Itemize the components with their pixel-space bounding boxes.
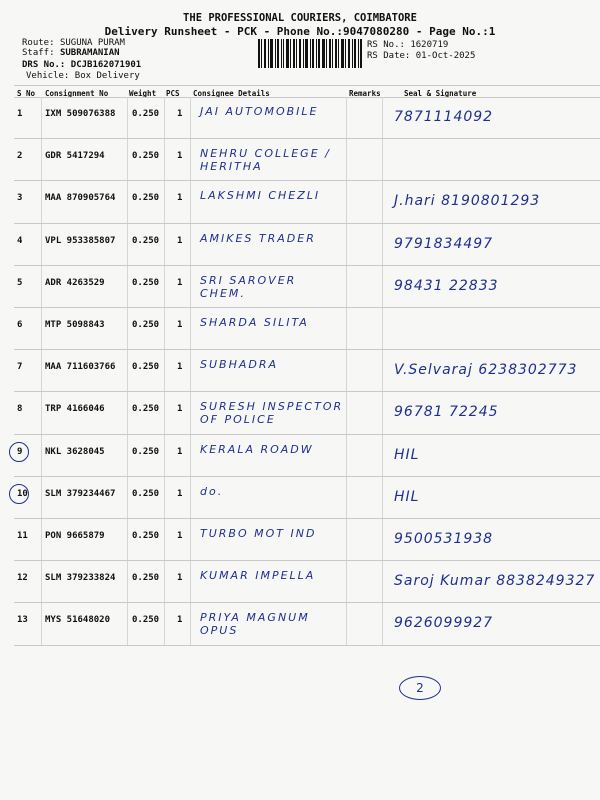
row-weight: 0.250 bbox=[132, 573, 160, 584]
column-divider bbox=[346, 603, 347, 645]
handwritten-signature: HIL bbox=[394, 488, 420, 505]
table-row bbox=[14, 603, 600, 645]
column-divider bbox=[164, 139, 165, 181]
handwritten-consignee: SUBHADRA bbox=[200, 358, 279, 372]
handwritten-consignee: JAI AUTOMOBILE bbox=[200, 105, 319, 118]
column-divider bbox=[382, 97, 383, 139]
column-divider bbox=[190, 519, 191, 561]
handwritten-consignee: KUMAR IMPELLA bbox=[200, 569, 316, 583]
circled-mark bbox=[9, 442, 29, 462]
column-divider bbox=[382, 266, 383, 308]
column-divider bbox=[382, 519, 383, 561]
column-divider bbox=[382, 392, 383, 434]
column-divider bbox=[346, 477, 347, 519]
route-label: Route: bbox=[22, 38, 55, 48]
handwritten-signature: 9500531938 bbox=[394, 531, 494, 547]
column-divider bbox=[346, 435, 347, 477]
handwritten-consignee: SHARDA SILITA bbox=[200, 316, 309, 329]
column-divider bbox=[41, 477, 42, 519]
column-divider bbox=[41, 350, 42, 392]
row-sno: 4 bbox=[17, 235, 23, 246]
column-divider bbox=[127, 97, 128, 139]
row-sno: 2 bbox=[17, 151, 23, 162]
handwritten-signature: 9626099927 bbox=[394, 615, 494, 632]
row-sno: 5 bbox=[17, 277, 23, 288]
column-divider bbox=[41, 181, 42, 223]
col-consignment: Consignment No bbox=[45, 89, 109, 98]
handwritten-consignee: AMIKES TRADER bbox=[200, 231, 316, 245]
column-divider bbox=[127, 561, 128, 603]
column-divider bbox=[346, 139, 347, 181]
column-divider bbox=[346, 308, 347, 350]
page-mark: 2 bbox=[399, 676, 441, 700]
column-divider bbox=[164, 603, 165, 645]
column-divider bbox=[382, 435, 383, 477]
drs-line bbox=[22, 60, 141, 70]
row-weight: 0.250 bbox=[132, 320, 160, 330]
column-divider bbox=[382, 561, 383, 603]
handwritten-consignee: LAKSHMI CHEZLI bbox=[200, 189, 321, 203]
row-consignment: ADR 4263529 bbox=[45, 277, 105, 288]
drs-value: DCJB162071901 bbox=[70, 60, 142, 70]
table-row bbox=[14, 435, 600, 477]
row-sno: 6 bbox=[17, 320, 23, 330]
table-row bbox=[14, 97, 600, 139]
row-sno: 11 bbox=[17, 531, 28, 541]
column-divider bbox=[382, 603, 383, 645]
row-pcs: 1 bbox=[177, 320, 183, 330]
table-row bbox=[14, 561, 600, 603]
row-consignment: MAA 870905764 bbox=[45, 193, 116, 204]
row-weight: 0.250 bbox=[132, 109, 160, 119]
route-value: SUGUNA PURAM bbox=[59, 38, 125, 48]
table-row bbox=[14, 181, 600, 223]
column-divider bbox=[346, 224, 347, 266]
row-pcs: 1 bbox=[177, 446, 183, 457]
table-row bbox=[14, 477, 600, 519]
row-sno: 1 bbox=[17, 109, 23, 119]
vehicle-line bbox=[26, 71, 140, 81]
column-divider bbox=[41, 435, 42, 477]
column-divider bbox=[190, 561, 191, 603]
column-divider bbox=[164, 308, 165, 350]
column-divider bbox=[190, 139, 191, 181]
row-pcs: 1 bbox=[177, 362, 183, 373]
row-consignment: MAA 711603766 bbox=[45, 362, 116, 373]
row-weight: 0.250 bbox=[132, 404, 160, 415]
column-divider bbox=[346, 266, 347, 308]
row-consignment: VPL 953385807 bbox=[45, 235, 116, 246]
column-divider bbox=[164, 435, 165, 477]
staff-value: SUBRAMANIAN bbox=[59, 48, 120, 58]
column-divider bbox=[41, 266, 42, 308]
rs-number: RS No.: 1620719 bbox=[367, 40, 449, 50]
row-consignment: IXM 509076388 bbox=[45, 109, 116, 119]
row-consignment: MYS 51648020 bbox=[45, 615, 111, 626]
row-sno: 9 bbox=[17, 446, 23, 457]
table-row bbox=[14, 139, 600, 181]
row-rule bbox=[14, 645, 600, 646]
row-sno: 8 bbox=[17, 404, 23, 415]
row-weight: 0.250 bbox=[132, 193, 160, 204]
column-divider bbox=[41, 519, 42, 561]
column-divider bbox=[41, 224, 42, 266]
column-divider bbox=[346, 181, 347, 223]
column-divider bbox=[346, 561, 347, 603]
row-consignment: PON 9665879 bbox=[45, 531, 105, 541]
handwritten-consignee: NEHRU COLLEGE / HERITHA bbox=[200, 147, 331, 174]
column-divider bbox=[190, 350, 191, 392]
handwritten-consignee: TURBO MOT IND bbox=[200, 527, 317, 540]
row-pcs: 1 bbox=[177, 488, 183, 499]
row-sno: 10 bbox=[17, 488, 28, 499]
col-seal: Seal & Signature bbox=[404, 89, 477, 98]
col-remarks: Remarks bbox=[349, 89, 381, 98]
row-pcs: 1 bbox=[177, 404, 183, 415]
column-divider bbox=[382, 350, 383, 392]
column-divider bbox=[190, 477, 191, 519]
column-divider bbox=[127, 266, 128, 308]
col-weight: Weight bbox=[129, 89, 157, 98]
row-pcs: 1 bbox=[177, 193, 183, 204]
runsheet-title: Delivery Runsheet - PCK - Phone No.:9047080280 - Page No.:1 bbox=[104, 25, 496, 38]
rs-info bbox=[367, 40, 475, 62]
table-row bbox=[14, 224, 600, 266]
column-divider bbox=[382, 139, 383, 181]
column-divider bbox=[164, 97, 165, 139]
row-sno: 3 bbox=[17, 193, 23, 204]
column-divider bbox=[41, 139, 42, 181]
row-pcs: 1 bbox=[177, 615, 183, 626]
staff-label: Staff: bbox=[22, 48, 55, 58]
vehicle-value: Box Delivery bbox=[74, 71, 140, 81]
column-divider bbox=[41, 392, 42, 434]
row-consignment: MTP 5098843 bbox=[45, 320, 105, 330]
column-divider bbox=[164, 350, 165, 392]
row-weight: 0.250 bbox=[132, 488, 160, 499]
column-divider bbox=[164, 266, 165, 308]
vehicle-label: Vehicle: bbox=[26, 71, 70, 81]
column-divider bbox=[346, 519, 347, 561]
column-divider bbox=[127, 139, 128, 181]
handwritten-signature: 9791834497 bbox=[394, 235, 494, 252]
column-divider bbox=[346, 392, 347, 434]
column-divider bbox=[127, 350, 128, 392]
column-divider bbox=[190, 224, 191, 266]
row-weight: 0.250 bbox=[132, 235, 160, 246]
row-weight: 0.250 bbox=[132, 531, 160, 541]
column-divider bbox=[127, 392, 128, 434]
drs-label: DRS No.: bbox=[22, 60, 66, 70]
staff-line bbox=[22, 48, 120, 58]
row-pcs: 1 bbox=[177, 109, 183, 119]
route-line bbox=[22, 38, 125, 48]
col-details: Consignee Details bbox=[193, 89, 270, 98]
handwritten-consignee: SURESH INSPECTOR OF POLICE bbox=[200, 400, 344, 427]
column-divider bbox=[41, 561, 42, 603]
barcode-image bbox=[258, 39, 362, 68]
column-divider bbox=[127, 603, 128, 645]
handwritten-consignee: PRIYA MAGNUM OPUS bbox=[200, 611, 310, 638]
handwritten-signature: HIL bbox=[394, 446, 420, 463]
column-divider bbox=[127, 181, 128, 223]
row-pcs: 1 bbox=[177, 151, 183, 162]
column-divider bbox=[190, 97, 191, 139]
table-row bbox=[14, 519, 600, 561]
column-divider bbox=[41, 97, 42, 139]
column-divider bbox=[164, 392, 165, 434]
column-divider bbox=[127, 477, 128, 519]
row-consignment: SLM 379233824 bbox=[45, 573, 116, 584]
company-title: THE PROFESSIONAL COURIERS, COIMBATORE bbox=[183, 12, 417, 24]
handwritten-consignee: do. bbox=[200, 484, 224, 498]
column-divider bbox=[190, 435, 191, 477]
col-sno: S No bbox=[17, 89, 36, 98]
rs-date: RS Date: 01-Oct-2025 bbox=[367, 51, 476, 61]
column-divider bbox=[127, 519, 128, 561]
handwritten-signature: V.Selvaraj 6238302773 bbox=[394, 362, 578, 379]
column-divider bbox=[164, 224, 165, 266]
column-divider bbox=[190, 603, 191, 645]
row-consignment: NKL 3628045 bbox=[45, 446, 105, 457]
column-divider bbox=[190, 392, 191, 434]
row-sno: 13 bbox=[17, 615, 28, 626]
row-weight: 0.250 bbox=[132, 151, 160, 162]
handwritten-signature: 7871114092 bbox=[394, 109, 494, 125]
column-divider bbox=[190, 266, 191, 308]
circled-mark bbox=[9, 484, 29, 504]
handwritten-consignee: SRI SAROVER CHEM. bbox=[200, 273, 297, 300]
row-pcs: 1 bbox=[177, 277, 183, 288]
column-divider bbox=[127, 224, 128, 266]
row-weight: 0.250 bbox=[132, 446, 160, 457]
row-sno: 12 bbox=[17, 573, 28, 584]
column-divider bbox=[164, 181, 165, 223]
column-divider bbox=[190, 181, 191, 223]
row-weight: 0.250 bbox=[132, 362, 160, 373]
row-consignment: SLM 379234467 bbox=[45, 488, 116, 499]
column-divider bbox=[41, 603, 42, 645]
column-divider bbox=[382, 308, 383, 350]
row-consignment: TRP 4166046 bbox=[45, 404, 105, 415]
row-pcs: 1 bbox=[177, 531, 183, 541]
handwritten-signature: J.hari 8190801293 bbox=[394, 193, 541, 210]
header-top-rule bbox=[14, 85, 600, 86]
col-pcs: PCS bbox=[166, 89, 180, 98]
column-divider bbox=[382, 224, 383, 266]
column-divider bbox=[190, 308, 191, 350]
row-sno: 7 bbox=[17, 362, 23, 373]
handwritten-signature: Saroj Kumar 8838249327 bbox=[394, 573, 596, 590]
row-consignment: GDR 5417294 bbox=[45, 151, 105, 162]
row-weight: 0.250 bbox=[132, 277, 160, 288]
row-pcs: 1 bbox=[177, 235, 183, 246]
table-row bbox=[14, 350, 600, 392]
row-weight: 0.250 bbox=[132, 615, 160, 626]
row-pcs: 1 bbox=[177, 573, 183, 584]
column-divider bbox=[382, 181, 383, 223]
column-divider bbox=[41, 308, 42, 350]
table-row bbox=[14, 266, 600, 308]
column-divider bbox=[164, 519, 165, 561]
handwritten-signature: 96781 72245 bbox=[394, 404, 499, 421]
column-divider bbox=[127, 308, 128, 350]
table-row bbox=[14, 392, 600, 434]
column-divider bbox=[164, 477, 165, 519]
column-divider bbox=[346, 97, 347, 139]
handwritten-signature: 98431 22833 bbox=[394, 277, 499, 294]
column-divider bbox=[127, 435, 128, 477]
handwritten-consignee: KERALA ROADW bbox=[200, 442, 314, 456]
column-divider bbox=[164, 561, 165, 603]
table-row bbox=[14, 308, 600, 350]
column-divider bbox=[382, 477, 383, 519]
column-divider bbox=[346, 350, 347, 392]
